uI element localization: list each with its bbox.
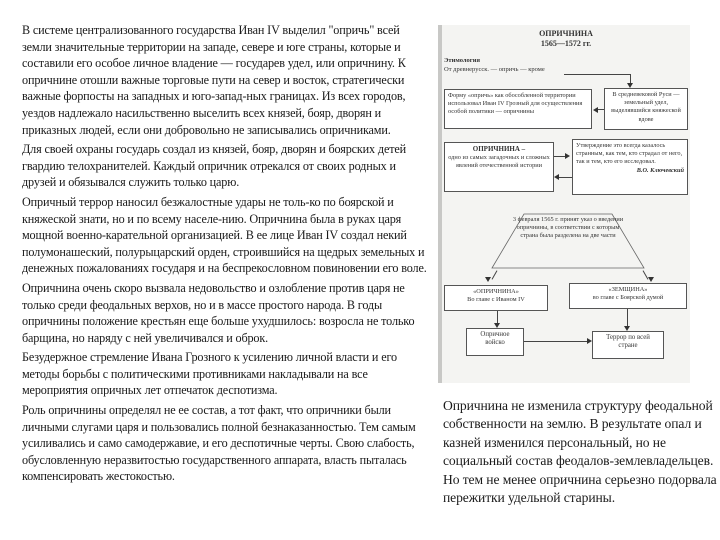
definition-text: одно из самых загадочных и сложных явлений отечественной истории	[448, 154, 550, 170]
box-definition	[444, 142, 554, 192]
paragraph-terror: Опричный террор наносил безжалостные удары не толь-ко по боярской и княжеской знати, но и по всему населе-нию. Опричнина была в руках царя мощной военно-карательной организацией. В ее лице Иван IV создал некий полумонашеский, полурыцарский орден, строившийся на щедрых земельных и денежных пожалованиях государя и на беспрекословном повиновении его воле.	[22, 194, 427, 276]
decree-block	[512, 213, 624, 269]
arrow-down-icon	[648, 277, 654, 282]
arrow-right-icon	[565, 153, 570, 159]
arrow-down-icon	[485, 277, 491, 282]
diagram-title-text: ОПРИЧНИНА	[539, 29, 593, 38]
oprichnina-sub: Во главе с Иваном IV	[467, 296, 525, 304]
arrow-left-icon	[593, 107, 598, 113]
box-medieval: В средневековой Руси — земельный удел, выделявшийся княжеской вдове	[604, 88, 688, 130]
connector-line	[524, 341, 588, 342]
quote-text: Утверждение это всегда казалось странным, как тем, кто страдал от него, так и тем, кто его исследовал.	[576, 142, 683, 166]
etymology-text: От древнерусск. — опричь — кроме	[444, 66, 545, 73]
zemshchina-title: «ЗЕМЩИНА»	[608, 286, 648, 293]
quote-author: В.О. Ключевский	[636, 166, 684, 174]
connector-line	[559, 177, 572, 178]
diagram-years: 1565—1572 гг.	[540, 39, 592, 48]
paragraph-role: Роль опричнины определял не ее состав, а тот факт, что опричники были личными слугами царя и пользовались полной безнаказанностью. Тем самым усиливались и само самодержавие, и его деспотичные черты. Свою слабость, обусловленную неразвитостью государственного аппарата, власть пыталась компенсировать жестокостью.	[22, 403, 416, 484]
box-terror: Террор по всей стране	[592, 331, 664, 359]
box-army: Опричное войско	[466, 328, 524, 356]
etymology-heading: Этимология	[444, 57, 480, 64]
main-text-column	[22, 22, 432, 488]
paragraph-guard: Для своей охраны государь создал из князей, бояр, дворян и боярских детей гвардию телохранителей. Каждый опричник отрекался от своих родных и друзей и обязывался служить только царю.	[22, 142, 407, 190]
definition-title: ОПРИЧНИНА –	[472, 145, 526, 153]
connector-line	[564, 74, 630, 75]
box-usage: Форму «опричь» как обособленной территории использовал Иван IV Грозный для осуществления особой политики — опричнины	[444, 89, 592, 129]
paragraph-discontent: Опричнина очень скоро вызвала недовольство и озлобление против царя не только среди феодальных верхов, но и в массе простого народа. В годы опричнины положение крестьян еще больше ухудшилось: возросла не только барщина, но наряду с ней увеличивался и оброк.	[22, 280, 415, 345]
decree-text: 3 февраля 1565 г. принят указ о введении опричнины, в соответствии с которым страна была разделена на две части	[512, 216, 624, 240]
oprichnina-title: «ОПРИЧНИНА»	[473, 288, 519, 295]
paragraph-territory: В системе централизованного государства Иван IV выделил "опричь" всей земли значительные территории на западе, севере и юге страны, которые и составили его особое личное владение — государев удел, или опричнину. К опричнине отошли важные торговые пути на север и восток, стратегически важные форпосты на западных и юго-запад-ных границах. Из всех городов, уездов надлежало насильственно выселить всех князей, бояр, дворян и приказных людей, если они добровольно не записывались опричниками.	[22, 23, 406, 137]
paragraph-despotism: Безудержное стремление Ивана Грозного к усилению личной власти и его методы борьбы с политическими противниками накладывали на все мероприятия опричных лет отпечаток деспотизма.	[22, 350, 397, 398]
diagram-title	[442, 29, 690, 49]
zemshchina-sub: во главе с Боярской думой	[592, 294, 664, 302]
box-quote	[572, 139, 688, 195]
oprichnina-diagram	[438, 25, 690, 383]
arrow-left-icon	[554, 174, 559, 180]
connector-line	[492, 270, 498, 279]
box-zemshchina	[569, 283, 687, 309]
connector-line	[627, 309, 628, 327]
conclusion-paragraph: Опричнина не изменила структуру феодальной собственности на землю. В результате опал и казней изменился персональный, но не социальный состав феодалов-землевладельцев. Но тем не менее опричнина серьезно подорвала пережитки удельной старины.	[443, 398, 717, 506]
box-oprichnina	[444, 285, 548, 311]
